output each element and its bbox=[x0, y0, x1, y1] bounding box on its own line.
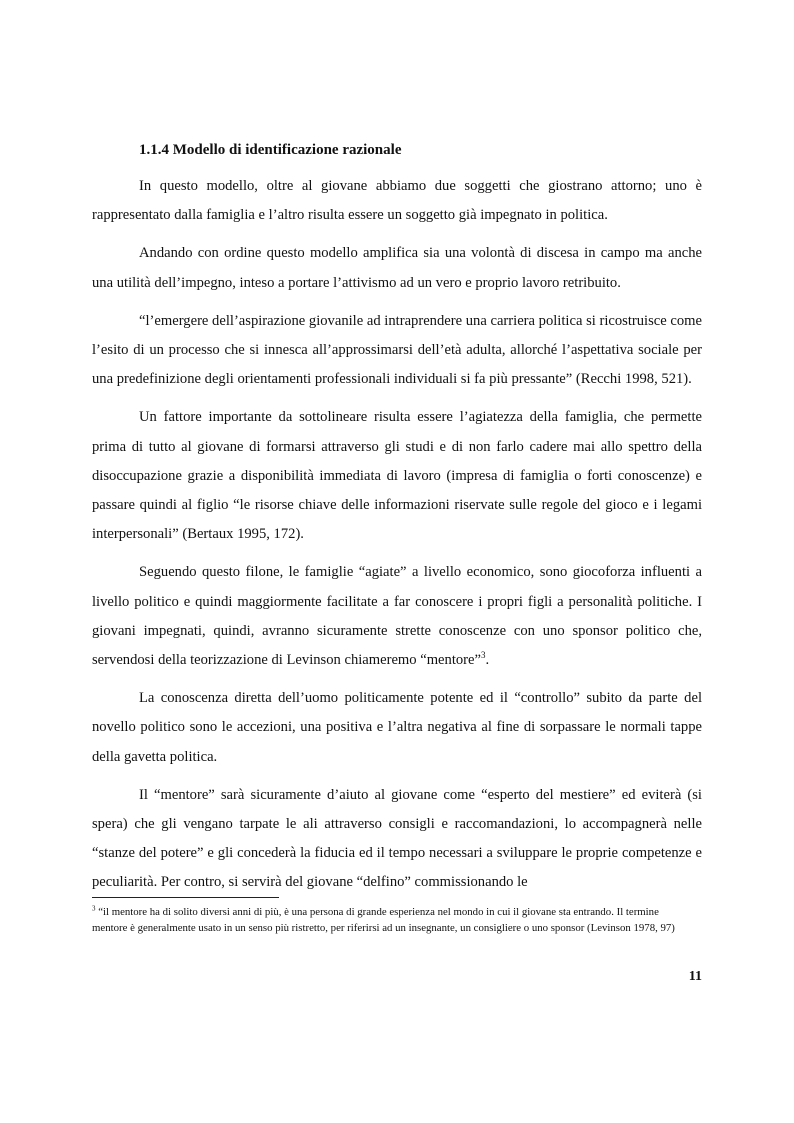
paragraph-5-text: Seguendo questo filone, le famiglie “agiate” a livello economico, sono giocoforza influenti a livello politico e quindi maggiormente facilitate a far conoscere i propri figli a personalità politiche. I giovani impegnati, quindi, avranno sicuramente strette conoscenze con uno sponsor politico che, servendosi della teorizzazione di Levinson chiameremo “mentore” bbox=[92, 564, 702, 669]
paragraph-3-quote: “l’emergere dell’aspirazione giovanile ad intraprendere una carriera politica si ricostruisce come l’esito di un processo che si innesca all’approssimarsi dell’età adulta, allorché l’aspettativa sociale per una predefinizione degli orientamenti professionali individuali si fa più pressante” (Recchi 1998, 521). bbox=[92, 312, 702, 388]
body-text bbox=[92, 172, 702, 907]
paragraph-1: In questo modello, oltre al giovane abbiamo due soggetti che giostrano attorno; uno è rappresentato dalla famiglia e l’altro risulta essere un soggetto già impegnato in politica. bbox=[92, 178, 702, 224]
footnote-text: “il mentore ha di solito diversi anni di più, è una persona di grande esperienza nel mondo in cui il giovane sta entrando. Il termine mentore è generalmente usato in un senso più ristretto, per riferirsi ad un insegnante, un consigliere o uno sponsor (Levinson 1978, 97) bbox=[92, 906, 675, 934]
paragraph-7: Il “mentore” sarà sicuramente d’aiuto al giovane come “esperto del mestiere” ed eviterà (si spera) che gli vengano tarpate le ali attraverso consigli e raccomandazioni, lo accompagnerà nelle “stanze del potere” e gli concederà la fiducia ed il tempo necessari a sviluppare le proprie competenze e peculiarità. Per contro, si servirà del giovane “delfino” commissionando le bbox=[92, 786, 702, 891]
footnote-marker: 3 bbox=[92, 904, 96, 913]
paragraph-2: Andando con ordine questo modello amplifica sia una volontà di discesa in campo ma anche una utilità dell’impegno, inteso a portare l’attivismo ad un vero e proprio lavoro retribuito. bbox=[92, 245, 702, 291]
section-heading: 1.1.4 Modello di identificazione razionale bbox=[139, 142, 402, 158]
paragraph-6: La conoscenza diretta dell’uomo politicamente potente ed il “controllo” subito da parte del novello politico sono le accezioni, una positiva e l’altra negativa al fine di sorpassare le normali tappe della gavetta politica. bbox=[92, 690, 702, 765]
footnote bbox=[92, 905, 692, 937]
paragraph-5-end: . bbox=[485, 652, 490, 669]
footnote-separator bbox=[92, 897, 279, 898]
paragraph-4: Un fattore importante da sottolineare risulta essere l’agiatezza della famiglia, che permette prima di tutto al giovane di formarsi attraverso gli studi e di non farlo cadere mai allo spettro della disoccupazione grazie a disponibilità immediata di lavoro (impresa di famiglia o forti conoscenze) e passare quindi al figlio “le risorse chiave delle informazioni riservate sulle regole del gioco e i legami interpersonali” (Bertaux 1995, 172). bbox=[92, 409, 702, 543]
page-number: 11 bbox=[688, 969, 702, 984]
footnote-reference: 3 bbox=[481, 650, 486, 661]
paragraph-5 bbox=[92, 558, 702, 675]
